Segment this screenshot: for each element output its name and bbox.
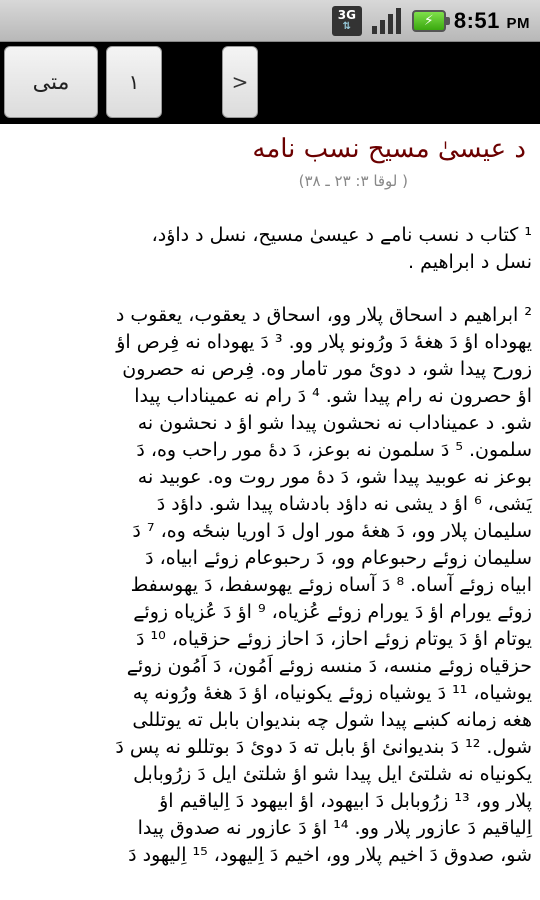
verse-line: یوتام اؤ دَ یوتام زوئے احاز، دَ احاز زوئے حزقیاه، ¹⁰ دَ — [136, 628, 532, 650]
verse-line: سلیمان پلار وو، دَ هغهٔ مور اول دَ اوریا ښځه وه، ⁷ دَ — [132, 520, 532, 542]
verse-line: سلمون. ⁵ دَ سلمون نه بوعز، دَ دهٔ مور راحب وه، دَ — [136, 439, 532, 461]
verse-line: اِلیاقیم دَ عازور پلار وو. ¹⁴ اؤ دَ عازور نه صدوق پیدا — [137, 817, 532, 839]
next-chapter-button[interactable]: > — [222, 46, 258, 118]
network-3g-icon — [332, 6, 362, 36]
verse-line: شو، صدوق دَ اخیم پلار وو، اخیم دَ اِلیهود، ¹⁵ اِلیهود دَ — [128, 844, 532, 866]
verse-line: ابیاه زوئے آساه. ⁸ دَ آساه زوئے یهوسفط، دَ یهوسفط — [130, 574, 532, 596]
navigation-bar — [0, 42, 540, 124]
verse-line: پلار وو، ¹³ زرُوبابل دَ ابیهود، اؤ ابیهود دَ اِلیاقیم اؤ — [159, 790, 532, 812]
data-arrows-icon: ⇅ — [342, 20, 352, 32]
verse-line: سلیمان زوئے رحبوعام وو، دَ رحبوعام زوئے ابیاه، دَ — [145, 547, 532, 569]
signal-strength-icon — [370, 6, 404, 36]
verse-line: یَشی، ⁶ اؤ د یشی نه داؤد بادشاه پیدا شو. داؤد دَ — [156, 493, 532, 515]
clock-ampm: PM — [506, 14, 530, 32]
verse-line: یهوداه اؤ دَ هغهٔ دَ ورُونو پلار وو. ³ دَ یهوداه نه فِرص اؤ — [116, 331, 532, 353]
status-bar — [0, 0, 540, 42]
verse-paragraph-1 — [12, 222, 532, 276]
verse-line: ² ابراهیم د اسحاق پلار وو، اسحاق د یعقوب، یعقوب د — [115, 304, 532, 326]
book-selector-button[interactable]: متی — [4, 46, 98, 118]
section-title: د عیسیٰ مسیح نسب نامه — [252, 134, 526, 164]
clock-time: 8:51 — [453, 7, 500, 33]
verse-line: شول. ¹² دَ بندیوانئ اؤ بابل ته دَ دوئ دَ بوتللو نه پس دَ — [115, 736, 532, 758]
verse-line: زوئے یورام اؤ دَ یورام زوئے عُزیاه، ⁹ اؤ دَ عُزیاه زوئے — [133, 601, 532, 623]
chapter-selector-button[interactable]: ۱ — [106, 46, 162, 118]
verse-line: هغه زمانه کښے پیدا شول چه بندیوان بابل ته یوتللی — [132, 709, 532, 731]
verse-line: شو. د عمیناداب نه نحشون پیدا شو اؤ د نحشون نه — [137, 412, 532, 434]
verse-line: حزقیاه زوئے منسه، دَ منسه زوئے اَمُون، دَ اَمُون زوئے — [126, 655, 532, 677]
verse-line: یکونیاه نه شلتئ ایل پیدا شو اؤ شلتئ ایل دَ زرُوبابل — [133, 763, 532, 785]
verse-line: نسل د ابراهیم . — [408, 251, 532, 273]
scripture-content[interactable] — [0, 124, 540, 900]
verse-line: بوعز نه عوبید پیدا شو، دَ دهٔ مور روت وه. عوبید نه — [137, 466, 532, 488]
verse-line: اؤ حصرون نه رام پیدا شو. ⁴ دَ رام نه عمیناداب پیدا — [134, 385, 532, 407]
network-type: 3G — [337, 7, 356, 22]
battery-charging-icon: ⚡ — [412, 10, 446, 32]
status-clock — [454, 8, 530, 34]
cross-reference: ( لوقا ۳: ۲۳ ـ ۳۸) — [298, 172, 408, 190]
verse-line: یوشیاه، ¹¹ دَ یوشیاه زوئے یکونیاه، اؤ دَ هغهٔ ورُونه په — [132, 682, 532, 704]
verse-paragraph-2 — [12, 302, 532, 869]
verse-line: ¹ کتاب د نسب نامے د عیسیٰ مسیح، نسل د داؤد، — [151, 224, 532, 246]
verse-line: زورح پیدا شو، د دوئ مور تامار وه. فِرص نه حصرون — [122, 358, 532, 380]
